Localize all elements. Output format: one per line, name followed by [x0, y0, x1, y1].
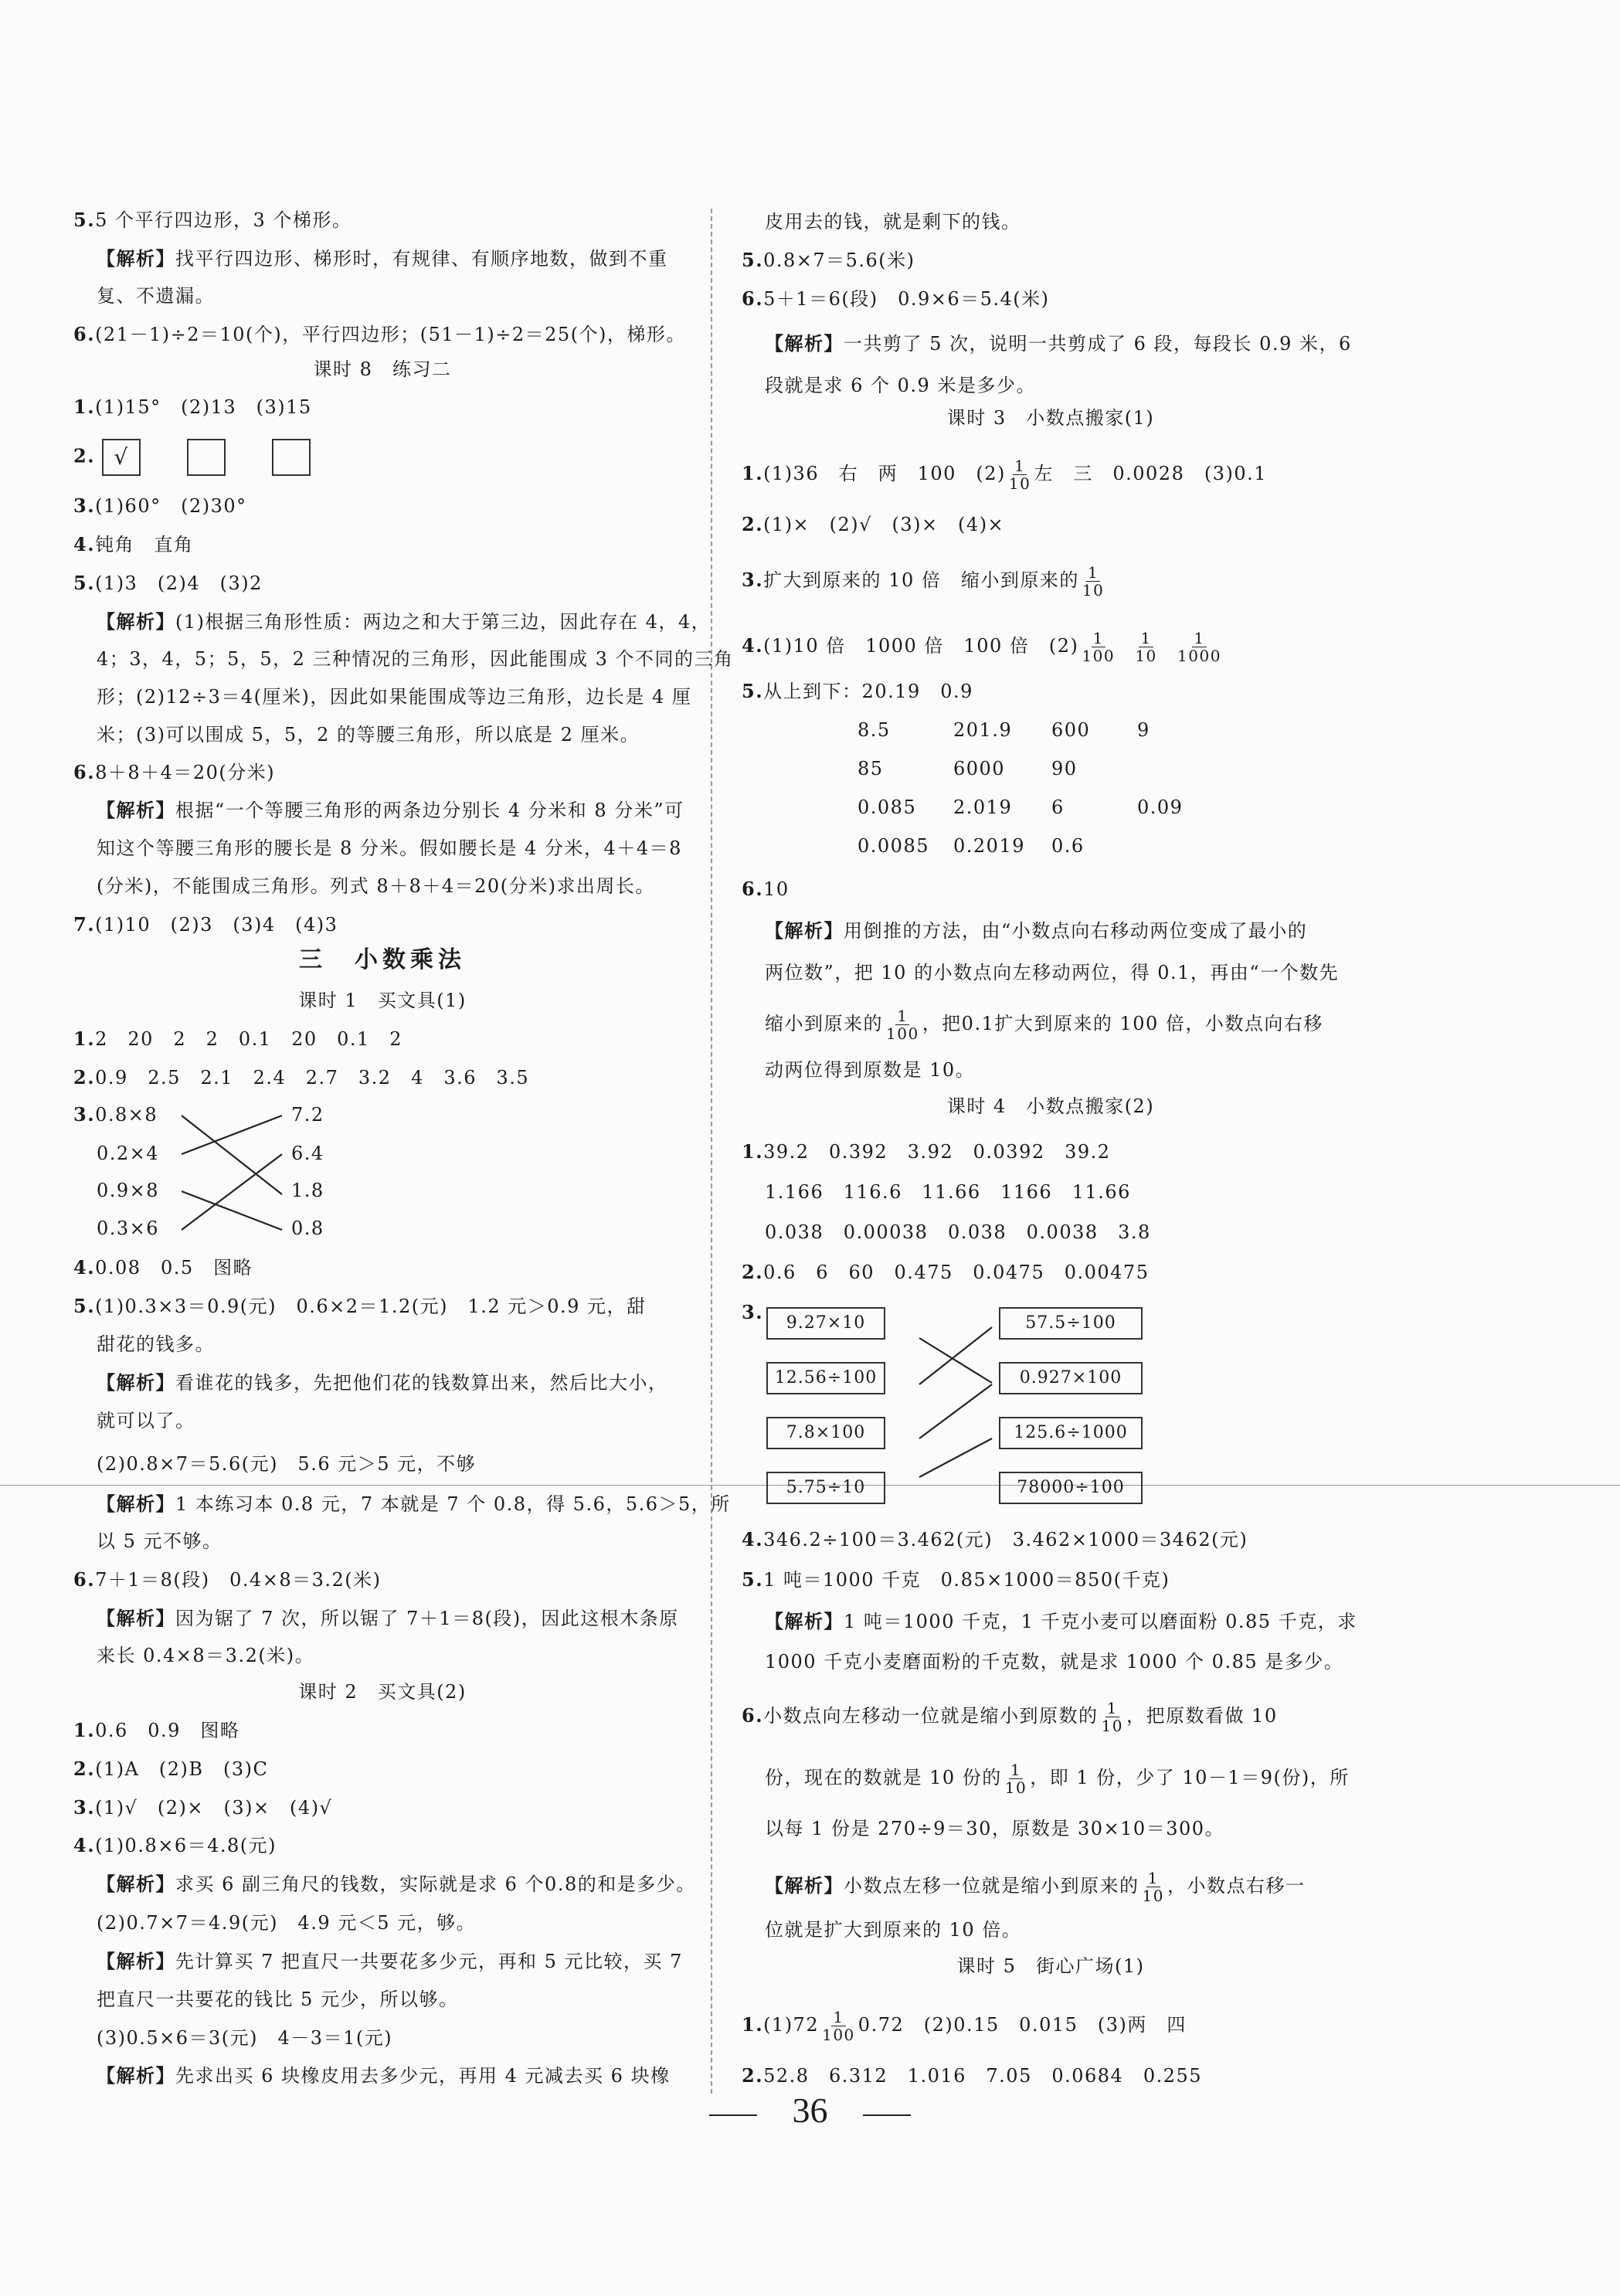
analysis-line: 【解析】用倒推的方法，由“小数点向右移动两位变成了最小的	[765, 919, 1308, 942]
grid-cell: 0.09	[1137, 796, 1184, 818]
answer-line: 1.2 20 2 2 0.1 20 0.1 2	[73, 1027, 403, 1050]
analysis-line: 【解析】找平行四边形、梯形时，有规律、有顺序地数，做到不重	[97, 247, 668, 270]
answer-line: 6.(21－1)÷2＝10(个)，平行四边形；(51－1)÷2＝25(个)，梯形。	[73, 323, 686, 345]
answer-line: 5.(1)0.3×3＝0.9(元) 0.6×2＝1.2(元) 1.2 元＞0.9 元，甜	[73, 1295, 647, 1317]
match-line	[919, 1438, 992, 1477]
answer-line: 6.8＋8＋4＝20(分米)	[73, 761, 276, 783]
analysis-line: (分米)，不能围成三角形。列式 8＋8＋4＝20(分米)求出周长。	[97, 875, 655, 897]
analysis-line: 皮用去的钱，就是剩下的钱。	[765, 211, 1021, 233]
match-right-item: 6.4	[291, 1143, 324, 1164]
analysis-line: 【解析】求买 6 副三角尺的钱数，实际就是求 6 个0.8的和是多少。	[97, 1873, 696, 1895]
fraction: $\frac{1}{100}$	[822, 2008, 855, 2044]
analysis-line: 复、不遗漏。	[97, 285, 215, 307]
match-connector-lines	[174, 1105, 297, 1244]
grid-cell: 201.9	[953, 719, 1013, 741]
analysis-line: 就可以了。	[97, 1410, 195, 1432]
answer-line: 2.52.8 6.312 1.016 7.05 0.0684 0.255	[742, 2064, 1203, 2087]
answer-line: 1.39.2 0.392 3.92 0.0392 39.2	[742, 1140, 1111, 1163]
analysis-line: 【解析】先求出买 6 块橡皮用去多少元，再用 4 元减去买 6 块橡	[97, 2064, 671, 2087]
match-box-left: 9.27×10	[766, 1307, 885, 1340]
answer-line: 5.1 吨＝1000 千克 0.85×1000＝850(千克)	[742, 1568, 1170, 1591]
answer-line: (3)0.5×6＝3(元) 4－3＝1(元)	[97, 2027, 393, 2049]
match-line	[182, 1154, 282, 1230]
analysis-line: 【解析】一共剪了 5 次，说明一共剪成了 6 段，每段长 0.9 米，6	[765, 332, 1352, 355]
analysis-line: 两位数”，把 10 的小数点向左移动两位，得 0.1，再由“一个数先	[765, 962, 1340, 983]
grid-cell: 90	[1051, 758, 1078, 779]
grid-cell: 600	[1051, 719, 1091, 741]
match-line	[182, 1191, 282, 1230]
analysis-line: 把直尺一共要花的钱比 5 元少，所以够。	[97, 1989, 459, 2010]
grid-cell: 0.0085	[858, 835, 929, 857]
fraction: $\frac{1}{10}$	[1008, 457, 1031, 493]
analysis-line: 【解析】小数点左移一位就是缩小到原来的 $\frac{1}{10}$ ，小数点右移一	[765, 1869, 1306, 1905]
grid-cell: 2.019	[953, 796, 1013, 818]
answer-line: 4.(1)10 倍 1000 倍 100 倍 (2) $\frac{1}{100}$ $\frac{1}{10}$ $\frac{1}{1000}$	[742, 629, 1221, 665]
grid-cell: 0.2019	[953, 835, 1025, 857]
match-box-right: 57.5÷100	[999, 1307, 1143, 1340]
answer-line: 5.0.8×7＝5.6(米)	[742, 249, 915, 271]
match-line	[919, 1384, 992, 1438]
match-left-item: 0.2×4	[97, 1143, 160, 1164]
match-box-left: 5.75÷10	[766, 1472, 885, 1504]
analysis-line: 缩小到原来的 $\frac{1}{100}$ ，把0.1扩大到原来的 100 倍，小数点向右移	[765, 1007, 1323, 1043]
answer-line: 5.从上到下：20.19 0.9	[742, 680, 973, 702]
answer-box-empty	[187, 439, 226, 476]
answer-line: 1.(1)15° (2)13 (3)15	[73, 396, 312, 418]
match-right-item: 7.2	[291, 1104, 324, 1126]
analysis-line: 形；(2)12÷3＝4(厘米)，因此如果能围成等边三角形，边长是 4 厘	[97, 686, 692, 708]
match-left-item: 0.9×8	[97, 1180, 160, 1201]
grid-cell: 6000	[953, 758, 1006, 779]
answer-line: 6.10	[742, 878, 790, 900]
analysis-line: 来长 0.4×8＝3.2(米)。	[97, 1645, 315, 1666]
answer-line: 6.小数点向左移动一位就是缩小到原数的 $\frac{1}{10}$ ，把原数看做 10	[742, 1699, 1278, 1735]
lesson-heading: 课时 4 小数点搬家(2)	[946, 1095, 1155, 1117]
fraction: $\frac{1}{10}$	[1142, 1869, 1164, 1905]
analysis-line: 位就是扩大到原来的 10 倍。	[765, 1919, 1022, 1941]
answer-line: 3.	[742, 1301, 764, 1323]
match-box-left: 12.56÷100	[766, 1362, 885, 1394]
lesson-heading: 课时 3 小数点搬家(1)	[946, 407, 1155, 429]
fraction: $\frac{1}{100}$	[1082, 629, 1116, 665]
analysis-line: 【解析】1 吨＝1000 千克，1 千克小麦可以磨面粉 0.85 千克，求	[765, 1610, 1357, 1632]
box-connector-lines	[918, 1313, 1003, 1499]
answer-line: (2)0.8×7＝5.6(元) 5.6 元＞5 元，不够	[97, 1453, 477, 1475]
answer-line: 1.0.6 0.9 图略	[73, 1719, 240, 1741]
grid-cell: 0.6	[1051, 835, 1085, 857]
answer-line: 甜花的钱多。	[97, 1333, 215, 1355]
grid-cell: 85	[858, 758, 884, 779]
match-right-item: 0.8	[291, 1218, 324, 1239]
analysis-line: 以 5 元不够。	[97, 1530, 222, 1552]
match-box-right: 125.6÷1000	[999, 1417, 1143, 1449]
analysis-line: 【解析】根据“一个等腰三角形的两条边分别长 4 分米和 8 分米”可	[97, 799, 684, 821]
lesson-heading: 课时 2 买文具(2)	[298, 1681, 467, 1703]
analysis-line: 【解析】看谁花的钱多，先把他们花的钱数算出来，然后比大小，	[97, 1371, 668, 1394]
answer-line: 6.5＋1＝6(段) 0.9×6＝5.4(米)	[742, 287, 1050, 310]
answer-line: 2.0.9 2.5 2.1 2.4 2.7 3.2 4 3.6 3.5	[73, 1066, 530, 1089]
answer-line: 0.038 0.00038 0.038 0.0038 3.8	[765, 1221, 1151, 1243]
analysis-line: 动两位得到原数是 10。	[765, 1059, 976, 1081]
match-line	[182, 1116, 282, 1194]
lesson-heading: 课时 5 街心广场(1)	[956, 1955, 1145, 1977]
fraction: $\frac{1}{100}$	[886, 1007, 919, 1043]
analysis-line: 【解析】(1)根据三角形性质：两边之和大于第三边，因此存在 4，4，	[97, 610, 712, 633]
answer-line: 3.(1)60° (2)30°	[73, 494, 247, 517]
answer-line: 7.(1)10 (2)3 (3)4 (4)3	[73, 913, 338, 936]
answer-box-empty	[272, 439, 311, 476]
fraction: $\frac{1}{10}$	[1004, 1761, 1027, 1797]
answer-line: 2.0.6 6 60 0.475 0.0475 0.00475	[742, 1261, 1150, 1283]
answer-line: 1.(1)72 $\frac{1}{100}$ 0.72 (2)0.15 0.015 (3)两 四	[742, 2008, 1187, 2044]
answer-line: 6.7＋1＝8(段) 0.4×8＝3.2(米)	[73, 1568, 382, 1591]
analysis-line: 段就是求 6 个 0.9 米是多少。	[765, 375, 1036, 396]
match-left-item: 0.3×6	[97, 1218, 160, 1239]
page-number-dash	[863, 2114, 911, 2116]
grid-cell: 8.5	[858, 719, 891, 741]
answer-line: 份，现在的数就是 10 份的 $\frac{1}{10}$ ，即 1 份，少了 10－1＝9(份)，所	[765, 1761, 1350, 1797]
answer-line: 3.扩大到原来的 10 倍 缩小到原来的 $\frac{1}{10}$	[742, 563, 1105, 599]
match-row: 3.0.8×8	[73, 1103, 158, 1126]
match-line	[182, 1116, 282, 1154]
fraction: $\frac{1}{10}$	[1135, 629, 1157, 665]
fraction: $\frac{1}{10}$	[1101, 1699, 1124, 1735]
answer-line: 5.(1)3 (2)4 (3)2	[73, 572, 263, 594]
answer-line: 3.(1)√ (2)× (3)× (4)√	[73, 1796, 333, 1819]
fraction: $\frac{1}{1000}$	[1177, 629, 1221, 665]
answer-line: 5.5 个平行四边形，3 个梯形。	[73, 209, 352, 231]
grid-cell: 6	[1051, 796, 1065, 818]
section-title: 三 小数乘法	[299, 946, 466, 973]
match-box-left: 7.8×100	[766, 1417, 885, 1449]
fraction: $\frac{1}{10}$	[1082, 563, 1105, 599]
answer-line: 以每 1 份是 270÷9＝30，原数是 30×10＝300。	[765, 1818, 1225, 1839]
answer-line: 1.166 116.6 11.66 1166 11.66	[765, 1181, 1131, 1203]
answer-line: 4.钝角 直角	[73, 533, 194, 555]
grid-cell: 0.085	[858, 796, 917, 818]
grid-cell: 9	[1137, 719, 1150, 741]
analysis-line: 米；(3)可以围成 5，5，2 的等腰三角形，所以底是 2 厘米。	[97, 724, 640, 746]
match-box-right: 78000÷100	[999, 1472, 1143, 1504]
analysis-line: 4；3，4，5；5，5，2 三种情况的三角形，因此能围成 3 个不同的三角	[97, 648, 734, 670]
answer-line: 4.0.08 0.5 图略	[73, 1256, 253, 1279]
analysis-line: 1000 千克小麦磨面粉的千克数，就是求 1000 个 0.85 是多少。	[765, 1651, 1344, 1673]
answer-line: 4.346.2÷100＝3.462(元) 3.462×1000＝3462(元)	[742, 1528, 1248, 1550]
answer-line: 2.(1)A (2)B (3)C	[73, 1758, 269, 1780]
answer-line: 1.(1)36 右 两 100 (2) $\frac{1}{10}$ 左 三 0.0028 (3)0.1	[742, 457, 1267, 493]
lesson-heading: 课时 8 练习二	[313, 358, 452, 380]
match-right-item: 1.8	[291, 1180, 324, 1201]
answer-line: (2)0.7×7＝4.9(元) 4.9 元＜5 元，够。	[97, 1912, 477, 1934]
analysis-line: 知这个等腰三角形的腰长是 8 分米。假如腰长是 4 分米，4＋4＝8	[97, 837, 682, 859]
answer-line: 2. √	[73, 439, 357, 476]
analysis-line: 【解析】1 本练习本 0.8 元，7 本就是 7 个 0.8，得 5.6，5.6＞5，所	[97, 1493, 731, 1515]
match-box-right: 0.927×100	[999, 1362, 1143, 1394]
answer-box-checked: √	[102, 439, 141, 476]
column-divider	[711, 209, 712, 2094]
analysis-line: 【解析】先计算买 7 把直尺一共要花多少元，再和 5 元比较，买 7	[97, 1950, 683, 1972]
analysis-line: 【解析】因为锯了 7 次，所以锯了 7＋1＝8(段)，因此这根木条原	[97, 1607, 679, 1629]
answer-line: 2.(1)× (2)√ (3)× (4)×	[742, 513, 1005, 535]
answer-line: 4.(1)0.8×6＝4.8(元)	[73, 1834, 277, 1856]
page-number: 36	[792, 2091, 828, 2130]
lesson-heading: 课时 1 买文具(1)	[298, 990, 467, 1011]
